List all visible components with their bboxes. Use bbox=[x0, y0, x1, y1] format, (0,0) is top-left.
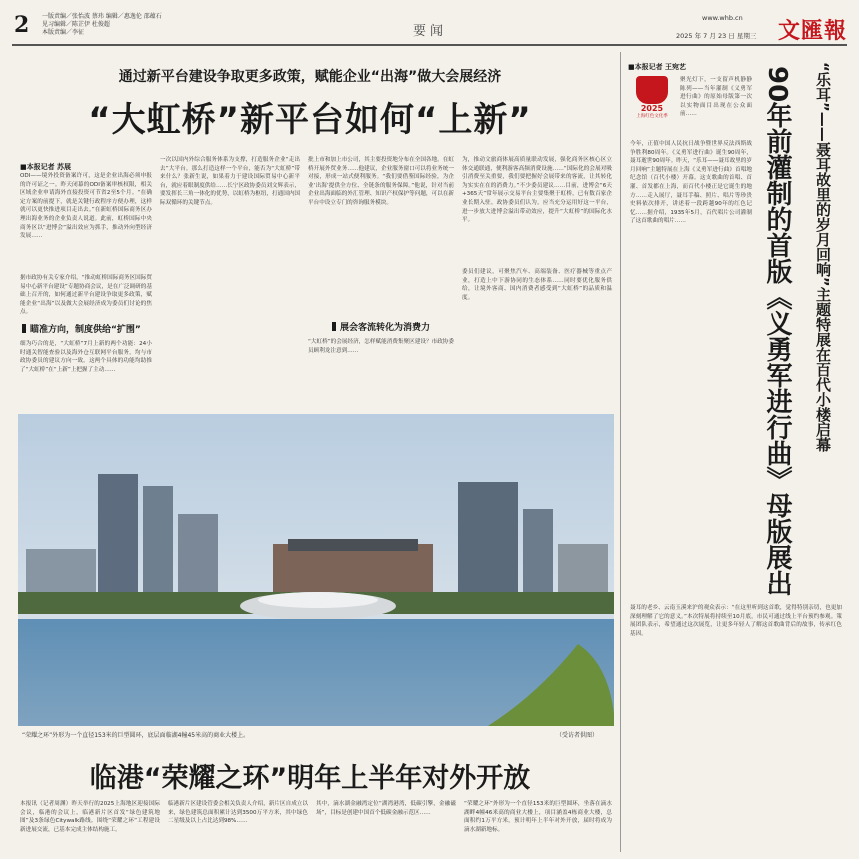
side-column-b: 今年，正值中国人民抗日战争暨世界反法西斯战争胜利80周年。《义勇军进行曲》诞生90周年，聂耳逝世90周年。昨天，“乐耳——聂耳故里的岁月回响”主题特展在上海《义勇军进行曲》首唱地纪念馆（百代小楼）开幕。这支歌曲的首唱、首灌、首发都在上海，而百代小楼正是它诞生的地方……走入展厅，聂耳手稿、照片、唱片等珍贵史料依次排开，讲述着一段跨越90年的红色记忆……据介绍，1935年5月，百代唱片公司灌制了这首歌曲的唱片…… bbox=[630, 141, 752, 225]
article1-column-4: 批上市和加上市公司，其主要投资地分布在全国各地。在虹桥开展外贸业务……他建议，企业服务窗口可以将业务统一对接，形成一站式便利服务。“我们要借鉴国际经验，为企业‘出海’提供全方位、全链条的服务保障。”他说，针对当前企业出海面临的外汇管理、知识产权保护等问题，可以在新平台中设立专门的咨询服务模块。 bbox=[308, 157, 454, 206]
article2-column-1: 本报讯（记者周渊）昨天举行的2025上海地区迎接国际会议，临港的会议上，临港新片区首发“绿色建筑地图”及3条绿色Citywalk路线。围绕“荣耀之环”工程建设新进展交流，已基本完成主体结构施工。 bbox=[20, 801, 160, 833]
article1-column-2b: 细为巧合的是，“大虹桥”7月上新的两个功能：24小时通关智能查验以及海外仓互联网平台服务，均与市政协委员的建议方向一致。这两个具体的功能均助推了“大虹桥”在“上新”上把握了主动…… bbox=[20, 341, 152, 373]
logo-emblem bbox=[636, 76, 668, 104]
red-culture-logo bbox=[630, 76, 674, 134]
article1-column-1: ODI——境外投资备案许可，这是企业出海必须申报的许可证之一。昨天闭幕的ODI备案审核权限，相关区域企业申请海外直接投资可节省2至5个月。“在确定方案的前提下，就是关键行政程序方便办理，这样就可以更快推进项目走出去。”在新虹桥国际商务区办理出海业务的企业负责人说道。此前，虹桥国际中央商务区以“进博会”溢出效应为抓手，推动外向型经济发展…… bbox=[20, 173, 152, 240]
article1-column-5b: 委员们建议，可聚焦汽车、高端装备、医疗器械等重点产业，打造上中下游协同的生态体系……同时要优化服务供给，让境外客商、国内消费者感受到“大虹桥”的品质和温度。 bbox=[462, 269, 612, 301]
paper-url: www.whb.cn bbox=[702, 14, 743, 22]
section-label: 要闻 bbox=[412, 24, 447, 39]
column-divider bbox=[620, 52, 621, 852]
article2-column-4: “荣耀之环”外形为一个直径153米的巨型圆环，坐落在滴水湖畔4幢46米高的商业大楼上，项目涵盖4栋商业大楼，总面积约1万平方米，预计明年上半年对外开放，届时将成为滴水湖新地标。 bbox=[464, 801, 612, 833]
masthead-rule bbox=[12, 44, 847, 46]
logo-text: 上海红色文化季 bbox=[636, 114, 668, 119]
article1-column-2: 据市政协有关专家介绍，“推动虹桥国际商务区国际贸易中心新平台建设”专题协商会议，是在广泛调研的基础上召开的，如何通过新平台建设争取更多政策，赋能企业“出海”以及做大会展经济成为委员们讨论的焦点。 bbox=[20, 275, 152, 316]
page-number: 2 bbox=[14, 12, 30, 38]
editor-line-2: 见习编辑／陈芷伊 杜俊超 bbox=[42, 21, 110, 28]
paper-name-logo: 文匯報 bbox=[778, 18, 848, 44]
article1-column-4b: “大虹桥”的会展经济，怎样赋能消费集聚区建设？市政协委员顾利龙注意到…… bbox=[308, 339, 454, 354]
article2-headline: 临港“荣耀之环”明年上半年对外开放 bbox=[89, 763, 531, 794]
side-column-a: 聚光灯下，一支留声机静静陈列——当年灌制《义勇军进行曲》的原始母版第一次以实物面目出现在公众面前…… bbox=[680, 77, 752, 118]
article1-subhead-1: 瞄准方向，制度供给“扩围” bbox=[22, 322, 141, 335]
editor-credits bbox=[42, 13, 162, 37]
side-column-c: 聂耳的老乡、云南玉溪来沪的观众表示：“在这里听到这首歌，觉得特别亲切，也更加深刻理解了它的意义。”本次特展将持续至10月底，市民可通过线上平台预约参观。策展团队表示，希望通过这次展览，让更多年轻人了解这首歌曲背后的故事，传承红色基因。 bbox=[630, 605, 842, 637]
lingang-photo bbox=[18, 414, 614, 726]
side-byline: ■本报记者 王宛艺 bbox=[628, 63, 687, 71]
article1-byline: ■本报记者 苏展 bbox=[20, 163, 72, 171]
photo-illustration bbox=[18, 414, 614, 726]
article1-column-5: 为，推动文旅商体展高质量联动发展，强化商务区核心区立体交通联通，便利游客高频消费设施……“国际化的会展对吸引消费至关重要，我们要把握好会展带来的客流，让其转化为实实在在的消费力。”不少委员建议……目前，进博会“6天+365天”常年展示交易平台主要集聚于虹桥，已有数百家企业长期入驻。政协委员们认为，应当充分运用好这一平台，进一步放大进博会溢出带动效应，提升“大虹桥”的国际化水平。 bbox=[462, 157, 612, 224]
side-headline: 90年前灌制的首版《义勇军进行曲》母版展出 bbox=[762, 66, 792, 597]
article2-column-3: 其中，滴水湖金融湾定位“湖湾港湾，低碳引擎，金融磁场”，目标是创建中国首个低碳金融示范区…… bbox=[316, 801, 456, 816]
logo-year: 2025 bbox=[640, 104, 664, 113]
article2-column-2: 临港新片区建设管委会相关负责人介绍，新片区自成立以来，绿色建筑总面积累计达到3500万平方米，其中绿色二星级及以上占比达到98%…… bbox=[168, 801, 308, 825]
editor-line-3: 本版责编／李征 bbox=[42, 29, 85, 36]
issue-date: 2025 年 7 月 23 日 星期三 bbox=[676, 32, 757, 40]
article1-kicker: 通过新平台建设争取更多政策，赋能企业“出海”做大会展经济 bbox=[118, 69, 502, 85]
photo-caption: “荣耀之环”外形为一个直径153米的巨型圆环，底层面临湖4幢45米高的商业大楼上。 bbox=[22, 732, 250, 739]
photo-credit: （受访者供图） bbox=[556, 732, 599, 739]
editor-line-1: 一版责编／张怡波 蔡玮 编辑／惠逸伦 邵蕴石 bbox=[42, 13, 162, 20]
side-series-title: “乐耳”——聂耳故里的岁月回响”主题特展在百代小楼启幕 bbox=[814, 62, 832, 452]
article1-column-3: 一次以国内外综合服务体系为支撑，打造服务企业“走出去”大平台。那么打造这样一个平台，能否为“大虹桥”带来什么？张新生说，如果着力于建设国际贸易中心新平台，就应着眼制度供给……长宁区政协委员刘文辉表示，要发挥长三角一体化的优势，以虹桥为枢纽，打通国内国际双循环的关键节点。 bbox=[160, 157, 300, 206]
article1-subhead-2: 展会客流转化为消费力 bbox=[332, 320, 430, 333]
article1-headline: “大虹桥”新平台如何“上新” bbox=[88, 100, 532, 140]
